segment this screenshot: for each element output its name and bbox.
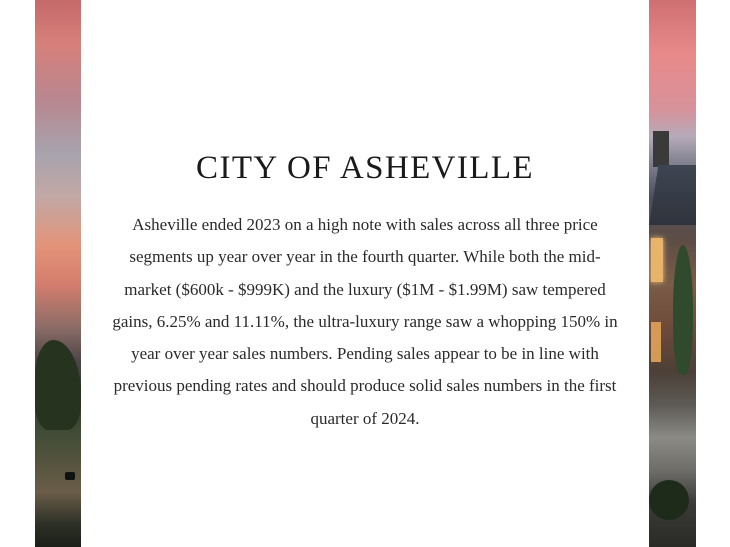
summary-paragraph: Asheville ended 2023 on a high note with sales across all three price segments up year over year in the fourth quarter. While both the mid-market ($600k - $999K) and the luxury ($1M - $1.99M) saw tempered gains, 6.25% and 11.11%, the ultra-luxury range saw a whopping 150% in year over year sales numbers. Pending sales appear to be in line with previous pending rates and should produce solid sales numbers in the first quarter of 2024. [112,215,618,428]
left-photo-strip [35,0,81,547]
lamp-post [65,472,75,480]
page-title: CITY OF ASHEVILLE [196,150,534,187]
bush [649,480,689,520]
tree-silhouette [35,340,81,430]
right-photo-strip [649,0,696,547]
chimney [653,131,669,167]
lit-window-lower [651,322,661,362]
lit-window [651,238,663,282]
cypress-tree [673,245,693,375]
house-roof [649,165,696,225]
content-panel [81,0,649,547]
